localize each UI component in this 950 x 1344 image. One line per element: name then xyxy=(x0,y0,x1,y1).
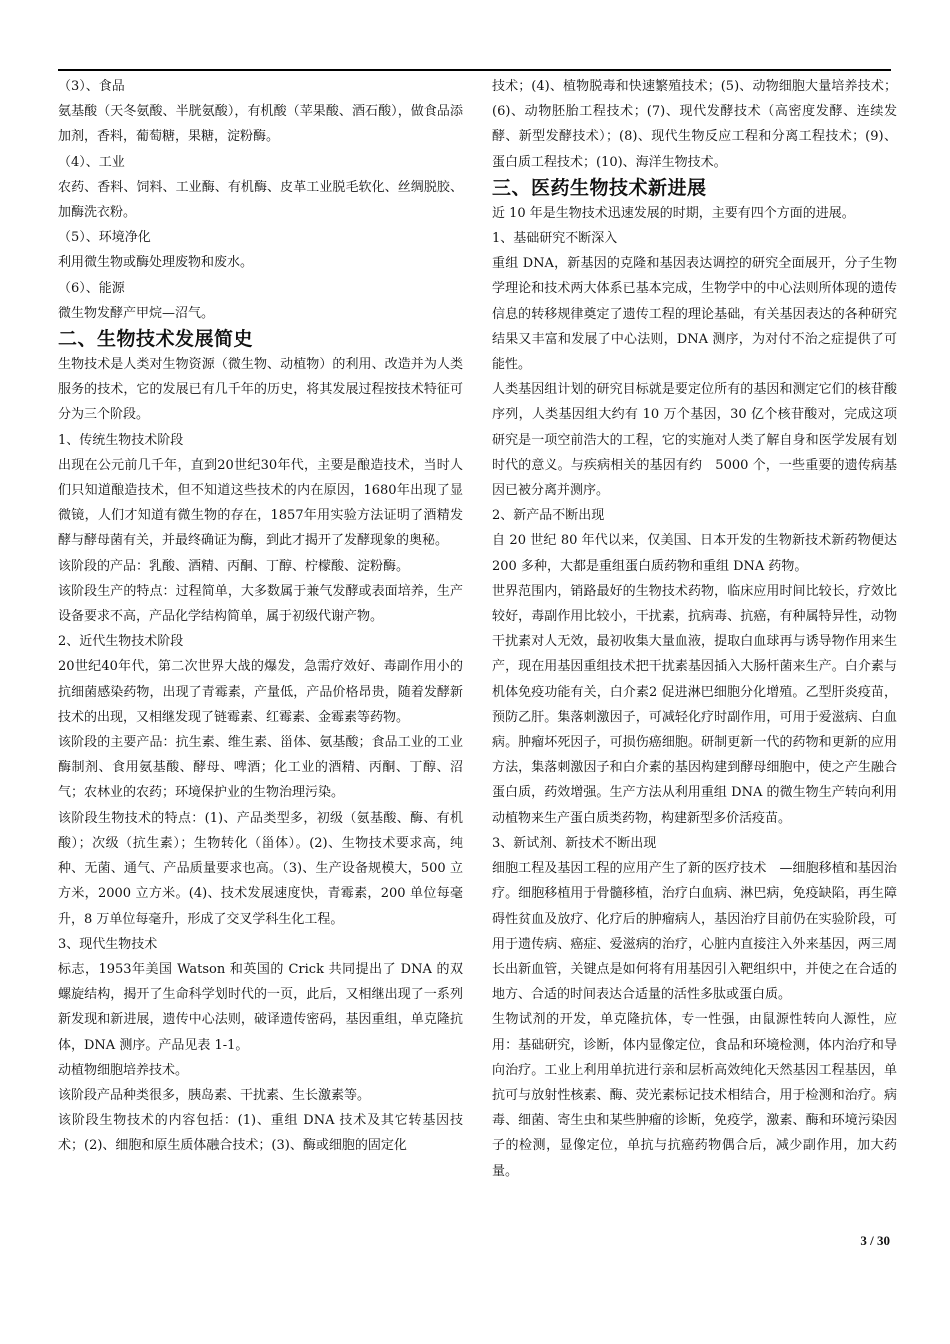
paragraph: 2、近代生物技术阶段 xyxy=(58,634,184,650)
section-heading: 二、生物技术发展简史 xyxy=(58,328,254,351)
paragraph: 利用微生物或酶处理废物和废水。 xyxy=(58,255,254,271)
left-column xyxy=(58,74,463,1159)
paragraph: 世界范围内，销路最好的生物技术药物，临床应用时间比较长，疗效比较好，毒副作用比较小，干扰素，抗病毒、抗癌，有种属特异性，动物干扰素对人无效，最初收集大量血液，提取白血球再与诱导物作用来生产，现在用基因重组技术把干扰素基因插入大肠杆菌来生产。白介素与机体免疫功能有关，白介素2 促进淋巴细胞分化增殖。乙型肝炎疫苗，预防乙肝。集落刺激因子，可减轻化疗时副作用，可用于爱滋病、白血病。肿瘤坏死因子，可损伤癌细胞。研制更新一代的药物和更新的应用方法，集落刺激因子和白介素的基因构建到酵母细胞中，使之产生融合蛋白质，药效增强。生产方法从利用重组 DNA 的微生物生产转向利用动植物来生产蛋白质类药物，构建新型多价活疫苗。 xyxy=(492,583,897,826)
paragraph: （4）、工业 xyxy=(58,154,125,170)
header-rule xyxy=(58,69,891,71)
paragraph: （5）、环境净化 xyxy=(58,230,151,246)
paragraph: 该阶段生物技术的内容包括：(1)、重组 DNA 技术及其它转基因技术；(2)、细胞和原生质体融合技术；(3)、酶或细胞的固定化 xyxy=(58,1113,463,1154)
paragraph: 该阶段的产品：乳酸、酒精、丙酮、丁醇、柠檬酸、淀粉酶。 xyxy=(58,558,410,574)
paragraph: 自 20 世纪 80 年代以来，仅美国、日本开发的生物新技术新药物便达 200 多种，大都是重组蛋白质药物和重组 DNA 药物。 xyxy=(492,533,897,574)
paragraph: 3、现代生物技术 xyxy=(58,936,158,952)
right-column xyxy=(492,74,897,1184)
paragraph: 氨基酸（天冬氨酸、半胱氨酸），有机酸（苹果酸、酒石酸），做食品添加剂，香料，葡萄糖，果糖，淀粉酶。 xyxy=(58,104,463,145)
paragraph: 生物技术是人类对生物资源（微生物、动植物）的利用、改造并为人类服务的技术，它的发展已有几千年的历史，将其发展过程按技术特征可分为三个阶段。 xyxy=(58,357,463,423)
paragraph: 3、新试剂、新技术不断出现 xyxy=(492,835,657,851)
paragraph: （3）、食品 xyxy=(58,79,125,94)
paragraph: 动植物细胞培养技术。 xyxy=(58,1062,189,1078)
paragraph: 近 10 年是生物技术迅速发展的时期，主要有四个方面的进展。 xyxy=(492,205,855,221)
paragraph: 出现在公元前几千年，直到20世纪30年代，主要是酿造技术，当时人们只知道酿造技术，但不知道这些技术的内在原因，1680年出现了显微镜，人们才知道有微生物的存在，1857年用实验方法证明了酒精发酵与酵母菌有关，并最终确证为酶，到此才揭开了发酵现象的奥秘。 xyxy=(58,457,463,549)
section-heading: 三、医药生物技术新进展 xyxy=(492,176,707,199)
paragraph: 1、传统生物技术阶段 xyxy=(58,432,184,448)
paragraph: 该阶段生物技术的特点：(1)、产品类型多，初级（氨基酸、酶、有机酸）；次级（抗生素）；生物转化（甾体）。(2)、生物技术要求高，纯种、无菌、通气、产品质量要求也高。（3)、生产设备规模大，500 立方米，2000 立方米。(4)、技术发展速度快，青霉素，200 单位每毫升，8 万单位每毫升，形成了交叉学科生化工程。 xyxy=(58,810,463,927)
paragraph: 重组 DNA，新基因的克隆和基因表达调控的研究全面展开，分子生物学理论和技术两大体系已基本完成，生物学中的中心法则所体现的遗传信息的转移规律奠定了遗传工程的理论基础，有关基因表达的各种研究结果又丰富和发展了中心法则，DNA 测序，为对付不治之症提供了可能性。 xyxy=(492,256,897,373)
paragraph: 标志，1953年美国 Watson 和英国的 Crick 共同提出了 DNA 的双螺旋结构，揭开了生命科学划时代的一页，此后，又相继出现了一系列新发现和新进展，遗传中心法则，破译遗传密码，基因重组，单克隆抗体，DNA 测序。产品见表 1-1。 xyxy=(58,961,463,1053)
paragraph: 技术；(4)、植物脱毒和快速繁殖技术；(5)、动物细胞大量培养技术；(6)、动物胚胎工程技术；(7)、现代发酵技术（高密度发酵、连续发酵、新型发酵技术）；(8)、现代生物反应工程和分离工程技术；(9)、蛋白质工程技术；(10)、海洋生物技术。 xyxy=(492,79,897,170)
paragraph: 该阶段的主要产品：抗生素、维生素、甾体、氨基酸；食品工业的工业酶制剂、食用氨基酸、酵母、啤酒；化工业的酒精、丙酮、丁醇、沼气；农林业的农药；环境保护业的生物治理污染。 xyxy=(58,735,463,801)
paragraph: （6）、能源 xyxy=(58,280,125,296)
paragraph: 该阶段产品种类很多，胰岛素、干扰素、生长激素等。 xyxy=(58,1087,371,1103)
paragraph: 1、基础研究不断深入 xyxy=(492,231,618,247)
paragraph: 20世纪40年代，第二次世界大战的爆发，急需疗效好、毒副作用小的抗细菌感染药物，出现了青霉素，产量低，产品价格昂贵，随着发酵新技术的出现，又相继发现了链霉素、红霉素、金霉素等药物。 xyxy=(58,659,463,725)
paragraph: 2、新产品不断出现 xyxy=(492,508,605,524)
page-number: 3 / 30 xyxy=(860,1233,890,1248)
paragraph: 农药、香料、饲料、工业酶、有机酶、皮革工业脱毛软化、丝绸脱胶、加酶洗衣粉。 xyxy=(58,179,463,221)
paragraph: 微生物发酵产甲烷—沼气。 xyxy=(58,305,215,321)
paragraph: 人类基因组计划的研究目标就是要定位所有的基因和测定它们的核苷酸序列，人类基因组大约有 10 万个基因，30 亿个核苷酸对，完成这项研究是一项空前浩大的工程，它的实施对人类了解自身和医学发展有划时代的意义。与疾病相关的基因有约 5000 个，一些重要的遗传病基因已被分离并测序。 xyxy=(492,382,897,499)
paragraph: 细胞工程及基因工程的应用产生了新的医疗技术 —细胞移植和基因治疗。细胞移植用于骨髓移植，治疗白血病、淋巴病，免疫缺陷，再生障碍性贫血及放疗、化疗后的肿瘤病人，基因治疗目前仍在实验阶段，可用于遗传病、癌症、爱滋病的治疗，心脏内直接注入外来基因，两三周长出新血管，关键点是如何将有用基因引入靶组织中，并使之在合适的地方、合适的时间表达合适量的活性多肽或蛋白质。 xyxy=(492,861,897,1003)
paragraph: 生物试剂的开发，单克隆抗体，专一性强，由鼠源性转向人源性，应用：基础研究，诊断，体内显像定位，食品和环境检测，体内治疗和导向治疗。工业上利用单抗进行亲和层析高效纯化天然基因工程基因，单抗可与放射性核素、酶、荧光素标记技术相结合，用于检测和治疗。病毒、细菌、寄生虫和某些肿瘤的诊断，免疫学，激素、酶和环境污染因子的检测，显像定位，单抗与抗癌药物偶合后，减少副作用，加大药量。 xyxy=(492,1012,897,1179)
paragraph: 该阶段生产的特点：过程简单，大多数属于兼气发酵或表面培养，生产设备要求不高，产品化学结构简单，属于初级代谢产物。 xyxy=(58,583,463,625)
